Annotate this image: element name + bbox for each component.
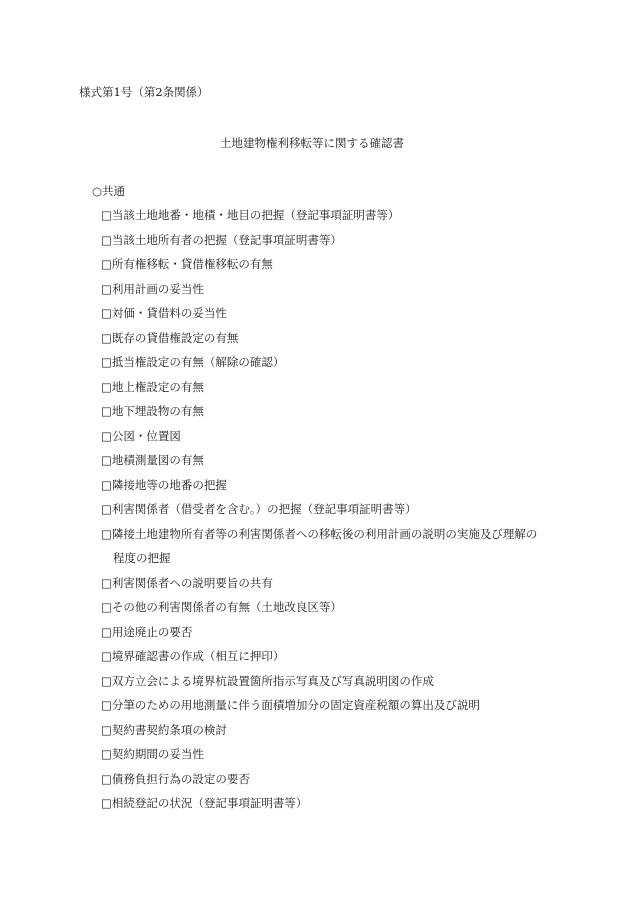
checklist-item-text: □債務負担行為の設定の要否 bbox=[101, 771, 250, 786]
checklist-item bbox=[101, 232, 537, 248]
checklist-item bbox=[101, 403, 537, 419]
section-heading-common: ○共通 bbox=[92, 184, 126, 198]
checklist-item-text: □隣接土地建物所有者等の利害関係者への移転後の利用計画の説明の実施及び理解の bbox=[101, 526, 538, 541]
checklist-item-text: □契約書契約条項の検討 bbox=[101, 722, 227, 737]
checklist-item bbox=[101, 599, 537, 615]
checklist-item bbox=[101, 354, 537, 370]
checklist-item bbox=[101, 575, 537, 591]
checklist-item-text: □利害関係者への説明要旨の共有 bbox=[101, 575, 273, 590]
checklist-item bbox=[101, 624, 537, 640]
checklist-item bbox=[101, 795, 537, 811]
checklist-item-text: □地積測量図の有無 bbox=[101, 453, 204, 467]
checklist-item-text: □その他の利害関係者の有無（土地改良区等） bbox=[101, 600, 342, 614]
checklist-item-text: □契約期間の妥当性 bbox=[101, 747, 204, 761]
checklist-item bbox=[101, 477, 537, 493]
checklist-item-text: □相続登記の状況（登記事項証明書等） bbox=[101, 796, 308, 810]
checklist bbox=[101, 207, 537, 820]
checklist-item bbox=[101, 452, 537, 468]
checklist-item-text: □双方立会による境界杭設置箇所指示写真及び写真説明図の作成 bbox=[101, 673, 434, 688]
checklist-item bbox=[101, 428, 537, 444]
checklist-item-text: □境界確認書の作成（相互に押印） bbox=[101, 649, 285, 663]
checklist-item-text: □分筆のための用地測量に伴う面積増加分の固定資産税額の算出及び説明 bbox=[101, 698, 480, 712]
checklist-item-continuation: 程度の把握 bbox=[113, 551, 171, 565]
checklist-item-text: □当該土地所有者の把握（登記事項証明書等） bbox=[101, 232, 342, 247]
checklist-item-text: □利害関係者（借受者を含む。）の把握（登記事項証明書等） bbox=[101, 502, 417, 516]
checklist-item-text: □公図・位置図 bbox=[101, 428, 181, 443]
checklist-item-text: □隣接地等の地番の把握 bbox=[101, 477, 227, 492]
checklist-item-text: □所有権移転・貸借権移転の有無 bbox=[101, 257, 273, 271]
checklist-item bbox=[101, 673, 537, 689]
checklist-item-text: □抵当権設定の有無（解除の確認） bbox=[101, 355, 285, 369]
checklist-item-text: □当該土地地番・地積・地目の把握（登記事項証明書等） bbox=[101, 208, 400, 222]
form-number: 様式第1号（第2条関係） bbox=[79, 85, 209, 99]
checklist-item bbox=[101, 697, 537, 713]
checklist-item bbox=[101, 256, 537, 272]
checklist-item-text: □対価・貸借料の妥当性 bbox=[101, 306, 227, 320]
checklist-item bbox=[101, 330, 537, 346]
checklist-item bbox=[101, 501, 537, 517]
checklist-item bbox=[101, 379, 537, 395]
checklist-item bbox=[101, 746, 537, 762]
checklist-item bbox=[101, 722, 537, 738]
checklist-item-text: □地上権設定の有無 bbox=[101, 379, 204, 394]
checklist-item bbox=[101, 281, 537, 297]
checklist-item bbox=[101, 648, 537, 664]
checklist-item bbox=[101, 771, 537, 787]
checklist-item bbox=[101, 305, 537, 321]
checklist-item-text: □用途廃止の要否 bbox=[101, 624, 193, 639]
checklist-item bbox=[101, 207, 537, 223]
checklist-item-text: □利用計画の妥当性 bbox=[101, 281, 204, 296]
checklist-item bbox=[101, 526, 537, 567]
checklist-item-text: □地下埋設物の有無 bbox=[101, 404, 204, 418]
checklist-item-text: □既存の貸借権設定の有無 bbox=[101, 330, 239, 345]
document-title: 土地建物権利移転等に関する確認書 bbox=[220, 136, 404, 150]
